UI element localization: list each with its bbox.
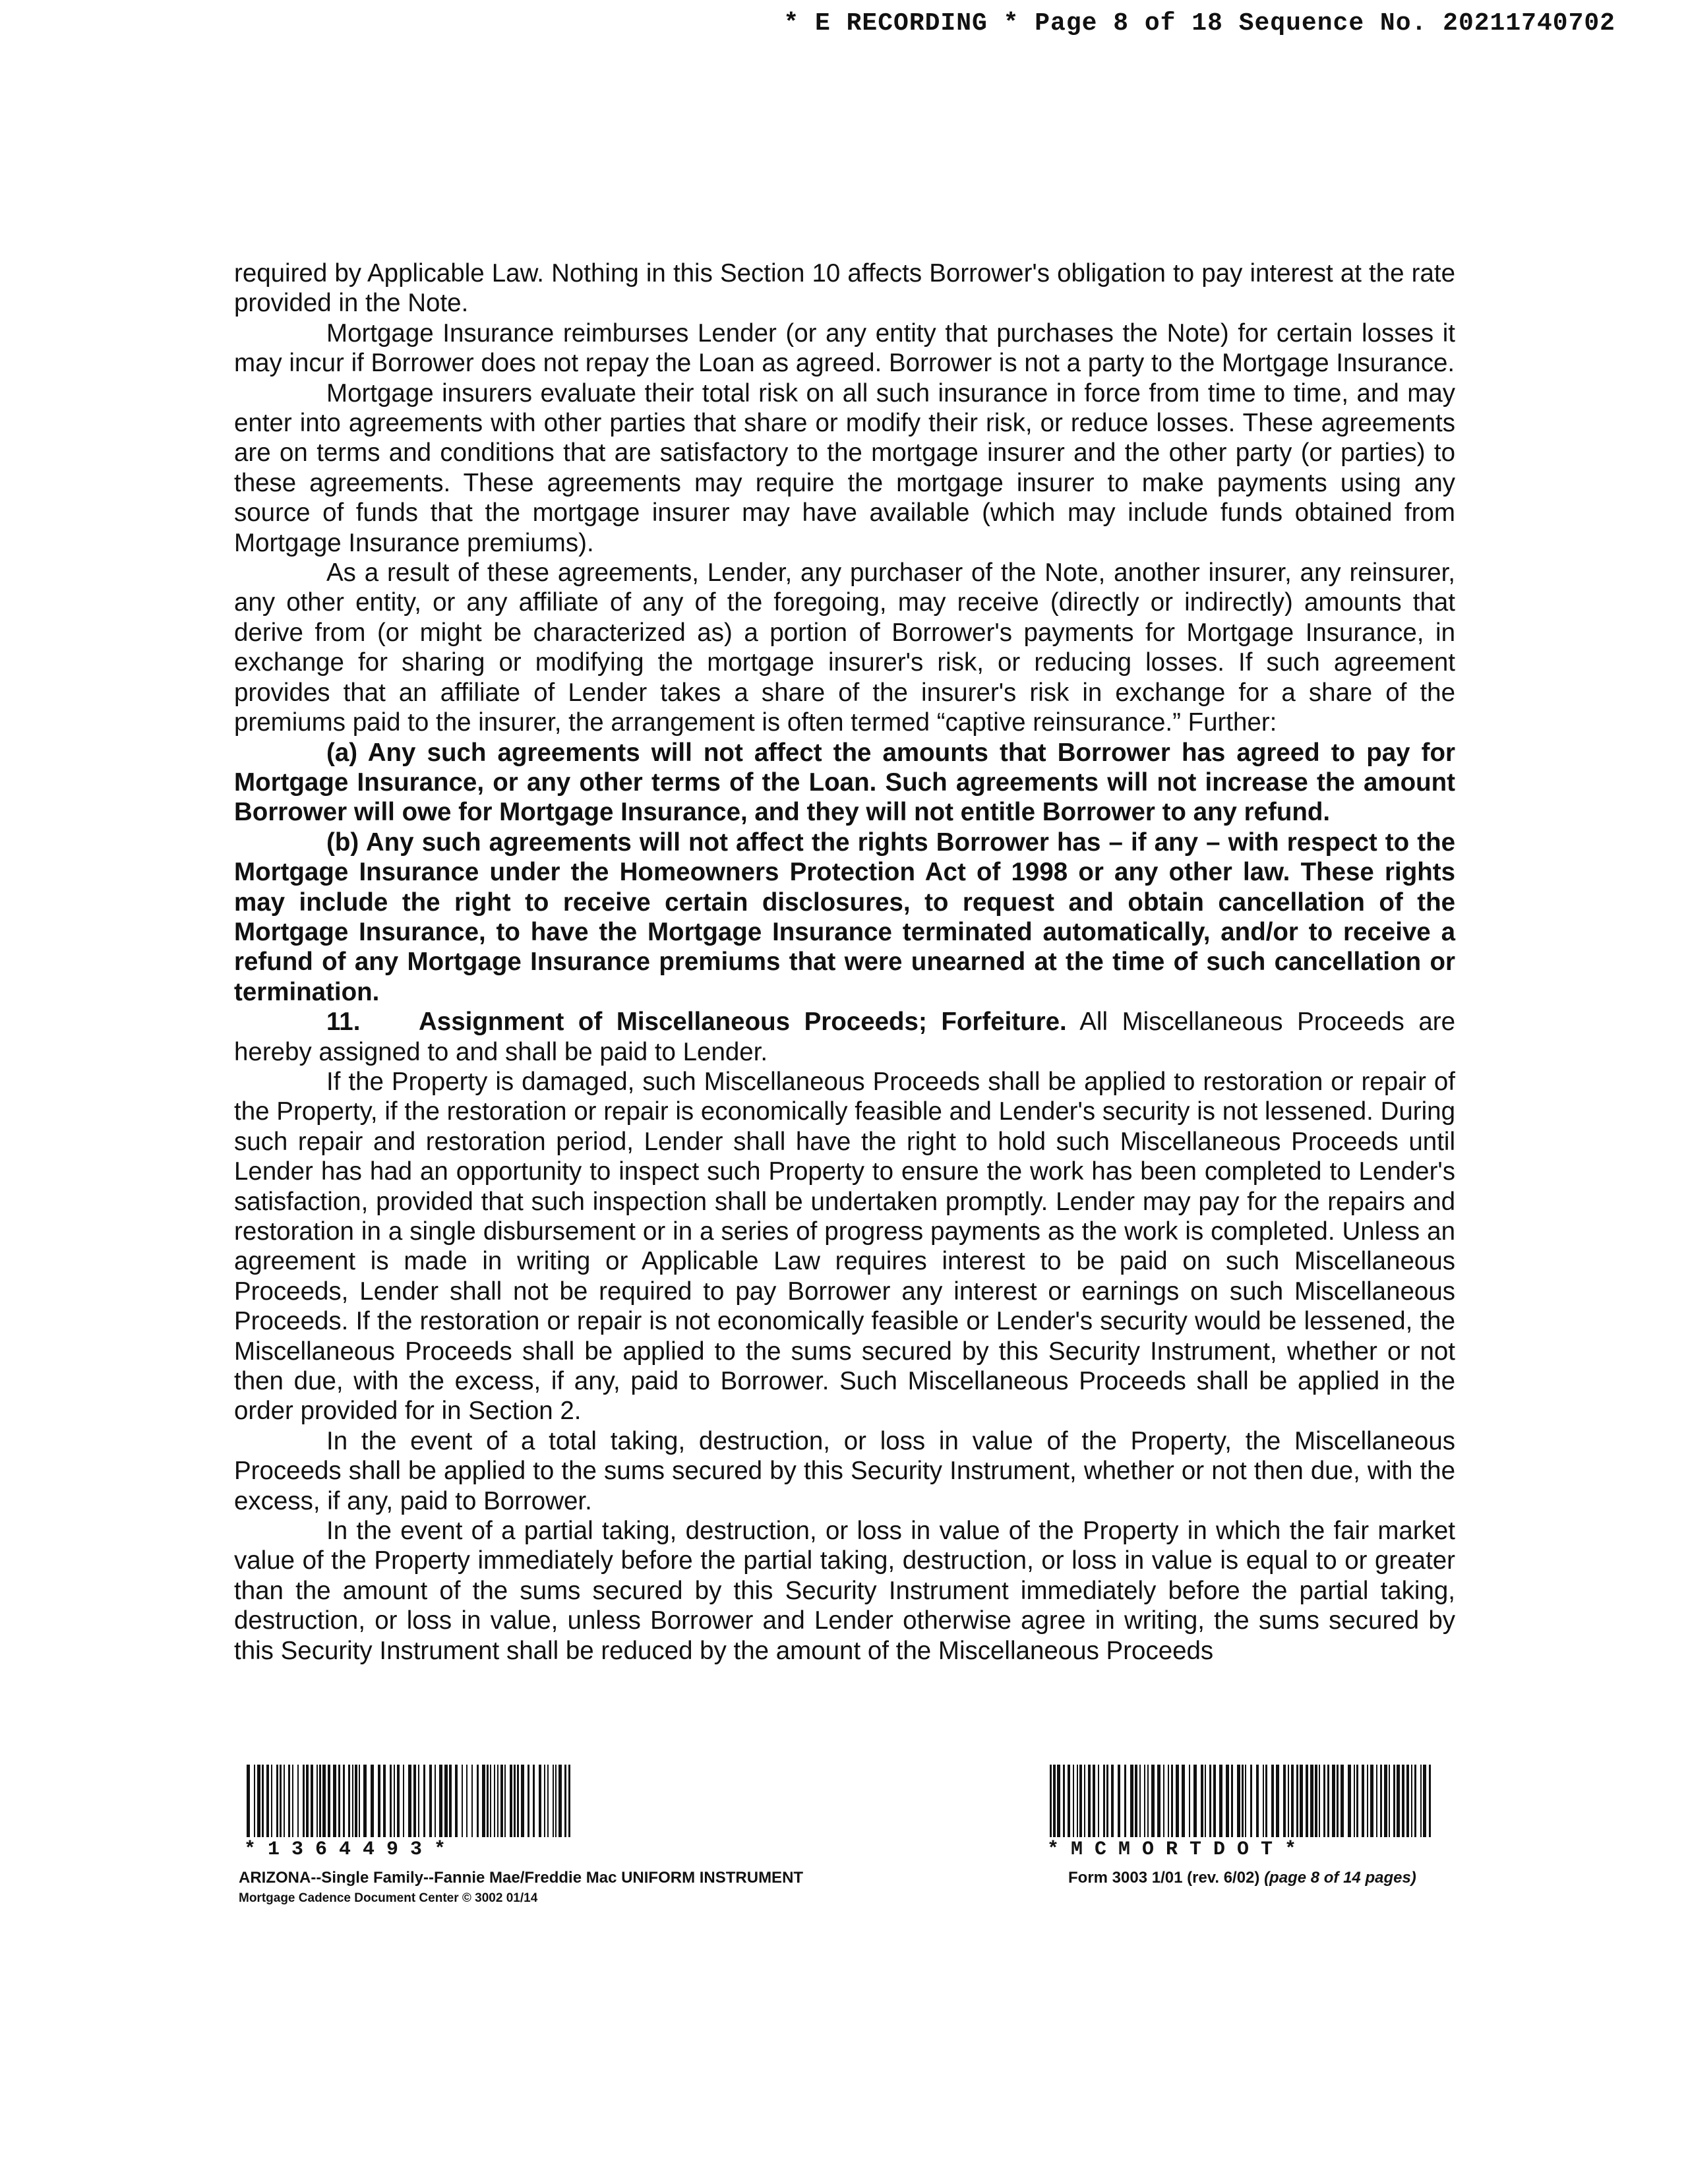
paragraph: In the event of a total taking, destruction, or loss in value of the Property, the Miscellaneous Proceeds shall be applied to the sums secured by this Security Instrument, whether or not then due, with the excess, if any, paid to Borrower. xyxy=(234,1426,1455,1515)
recording-stamp: * E RECORDING * Page 8 of 18 Sequence No. 20211740702 xyxy=(783,9,1615,38)
form-number: Form 3003 1/01 (rev. 6/02) xyxy=(1068,1869,1265,1887)
barcode-right xyxy=(1047,1765,1436,1861)
paragraph-continuation: required by Applicable Law. Nothing in this Section 10 affects Borrower's obligation to pay interest at the rate provided in the Note. xyxy=(234,259,1455,318)
paragraph: As a result of these agreements, Lender, any purchaser of the Note, another insurer, any reinsurer, any other entity, or any affiliate of any of the foregoing, may receive (directly or indirectly) amounts that derive from (or might be characterized as) a portion of Borrower's payments for Mortgage Insurance, in exchange for sharing or modifying the mortgage insurer's risk, or reducing losses. If such agreement provides that an affiliate of Lender takes a share of the insurer's risk in exchange for a share of the premiums paid to the insurer, the arrangement is often termed “captive reinsurance.” Further: xyxy=(234,559,1455,737)
form-number-block xyxy=(1068,1867,1416,1889)
section-title: Assignment of Miscellaneous Proceeds; Forfeiture. xyxy=(419,1008,1067,1037)
section-text: All Miscellaneous Proceeds are hereby assigned to and shall be paid to Lender. xyxy=(234,1008,1455,1066)
paragraph: If the Property is damaged, such Miscellaneous Proceeds shall be applied to restoration or repair of the Property, if the restoration or repair is economically feasible and Lender's security is not lessened. During such repair and restoration period, Lender shall have the right to hold such Miscellaneous Proceeds until Lender has had an opportunity to inspect such Property to ensure the work has been completed to Lender's satisfaction, provided that such inspection shall be undertaken promptly. Lender may pay for the repairs and restoration in a single disbursement or in a series of progress payments as the work is completed. Unless an agreement is made in writing or Applicable Law requires interest to be paid on such Miscellaneous Proceeds, Lender shall not be required to pay Borrower any interest or earnings on such Miscellaneous Proceeds. If the restoration or repair is not economically feasible or Lender's security would be lessened, the Miscellaneous Proceeds shall be applied to the sums secured by this Security Instrument, whether or not then due, with the excess, if any, paid to Borrower. Such Miscellaneous Proceeds shall be applied in the order provided for in Section 2. xyxy=(234,1067,1455,1426)
section-number: 11. xyxy=(326,1008,361,1037)
paragraph-bold-a: (a) Any such agreements will not affect the amounts that Borrower has agreed to pay for Mortgage Insurance, or any other terms of the Loan. Such agreements will not increase the amount Borrower will owe for Mortgage Insurance, and they will not entitle Borrower to any refund. xyxy=(234,738,1455,827)
paragraph: In the event of a partial taking, destruction, or loss in value of the Property in which the fair market value of the Property immediately before the partial taking, destruction, or loss in value is equal to or greater than the amount of the sums secured by this Security Instrument immediately before the partial taking, destruction, or loss in value, unless Borrower and Lender otherwise agree in writing, the sums secured by this Security Instrument shall be reduced by the amount of the Miscellaneous Proceeds xyxy=(234,1517,1455,1665)
form-line-1: ARIZONA--Single Family--Fannie Mae/Freddie Mac UNIFORM INSTRUMENT xyxy=(239,1869,804,1887)
barcode-right-image xyxy=(1047,1765,1436,1837)
paragraph-bold-b: (b) Any such agreements will not affect the rights Borrower has – if any – with respect to the Mortgage Insurance under the Homeowners Protection Act of 1998 or any other law. These rights may include the right to receive certain disclosures, to request and obtain cancellation of the Mortgage Insurance, to have the Mortgage Insurance terminated automatically, and/or to receive a refund of any Mortgage Insurance premiums that were unearned at the time of such cancellation or termination. xyxy=(234,828,1455,1006)
barcode-right-caption: * M C M O R T D O T * xyxy=(1047,1838,1297,1861)
form-identifier xyxy=(239,1867,964,1908)
barcode-left-caption: * 1 3 6 4 4 9 3 * xyxy=(244,1838,446,1861)
form-line-2: Mortgage Cadence Document Center © 3002 01/14 xyxy=(239,1891,538,1905)
paragraph: Mortgage Insurance reimburses Lender (or any entity that purchases the Note) for certain losses it may incur if Borrower does not repay the Loan as agreed. Borrower is not a party to the Mortgage Insurance. xyxy=(234,318,1455,378)
barcode-left xyxy=(244,1765,574,1861)
page-indicator: (page 8 of 14 pages) xyxy=(1264,1869,1416,1887)
document-body xyxy=(234,258,1455,1666)
paragraph: Mortgage insurers evaluate their total risk on all such insurance in force from time to time, and may enter into agreements with other parties that share or modify their risk, or reduce losses. These agreements are on terms and conditions that are satisfactory to the mortgage insurer and the other party (or parties) to these agreements. These agreements may require the mortgage insurer to make payments using any source of funds that the mortgage insurer may have available (which may include funds obtained from Mortgage Insurance premiums). xyxy=(234,379,1455,557)
barcode-left-image xyxy=(244,1765,574,1837)
section-11-paragraph xyxy=(234,1007,1455,1067)
